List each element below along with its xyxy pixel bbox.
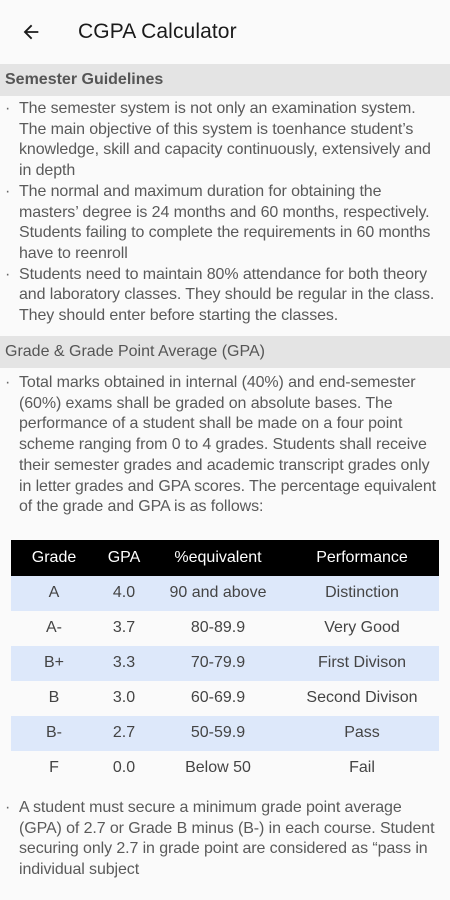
cell-grade: B-: [11, 716, 97, 751]
gpa-section: [0, 368, 450, 881]
column-header-performance: Performance: [285, 540, 439, 576]
page-title: CGPA Calculator: [78, 20, 237, 43]
cell-performance: Pass: [285, 716, 439, 751]
cell-equivalent: 50-59.9: [151, 716, 285, 751]
guideline-item: · Students need to maintain 80% attendance for both theory and laboratory classes. They should be regular in the class. They should enter before starting the classes.: [5, 265, 444, 327]
cell-gpa: 3.7: [112, 619, 136, 637]
column-header-equivalent: %equivalent: [151, 540, 285, 576]
guideline-item: · The semester system is not only an examination system. The main objective of this system is toenhance student’s knowledge, skill and capacity continuously, extensively and in depth: [5, 99, 444, 182]
gpa-section-header: Grade & Grade Point Average (GPA): [0, 336, 450, 368]
cell-grade: F: [49, 759, 59, 777]
cell-equivalent: 80-89.9: [190, 619, 246, 637]
cell-performance: Fail: [349, 759, 375, 777]
cell-performance: Very Good: [324, 619, 400, 637]
cell-equivalent: 70-79.9: [151, 646, 285, 681]
cell-gpa: 3.0: [112, 689, 136, 707]
table-row: [11, 716, 439, 751]
table-header-row: [11, 540, 439, 576]
cell-gpa: 2.7: [97, 716, 151, 751]
gpa-note-text: · A student must secure a minimum grade point average (GPA) of 2.7 or Grade B minus (B-) in each course. Student securing only 2.7 in grade point are considered as “pass in individual subject: [5, 798, 444, 881]
cell-performance: Second Divison: [306, 689, 418, 707]
cell-gpa: 3.3: [97, 646, 151, 681]
column-header-gpa: GPA: [97, 540, 151, 576]
table-row: [11, 751, 439, 786]
bottom-edge: [0, 890, 450, 900]
cell-gpa: 4.0: [97, 576, 151, 611]
cell-grade: A-: [46, 619, 62, 637]
table-row: [11, 576, 439, 611]
cell-grade: B: [48, 689, 60, 707]
table-row: [11, 646, 439, 681]
gpa-intro-text: · Total marks obtained in internal (40%) and end-semester (60%) exams shall be graded on absolute bases. The performance of a student shall be made on a four point scheme ranging from 0 to 4 grades. Students shall receive their semester grades and academic transcript grades only in letter grades and GPA scores. The percentage equivalent of the grade and GPA is as follows:: [5, 373, 444, 518]
cell-gpa: 0.0: [112, 759, 136, 777]
semester-guidelines-header: Semester Guidelines: [0, 64, 450, 96]
grade-table: [11, 540, 439, 786]
column-header-grade: Grade: [11, 540, 97, 576]
semester-guidelines-section: [0, 96, 450, 336]
cell-grade: B+: [11, 646, 97, 681]
cell-equivalent: 90 and above: [151, 576, 285, 611]
arrow-left-icon[interactable]: [18, 19, 44, 45]
cell-grade: A: [11, 576, 97, 611]
app-bar: [0, 0, 450, 64]
guideline-item: · The normal and maximum duration for obtaining the masters’ degree is 24 months and 60 months, respectively. Students failing to complete the requirements in 60 months have to reenroll: [5, 182, 444, 265]
table-row: [11, 681, 439, 716]
cell-performance: First Divison: [285, 646, 439, 681]
cell-equivalent: Below 50: [185, 759, 251, 777]
cell-equivalent: 60-69.9: [190, 689, 246, 707]
cell-performance: Distinction: [285, 576, 439, 611]
table-row: [11, 611, 439, 646]
gpa-note-section: [0, 786, 450, 881]
